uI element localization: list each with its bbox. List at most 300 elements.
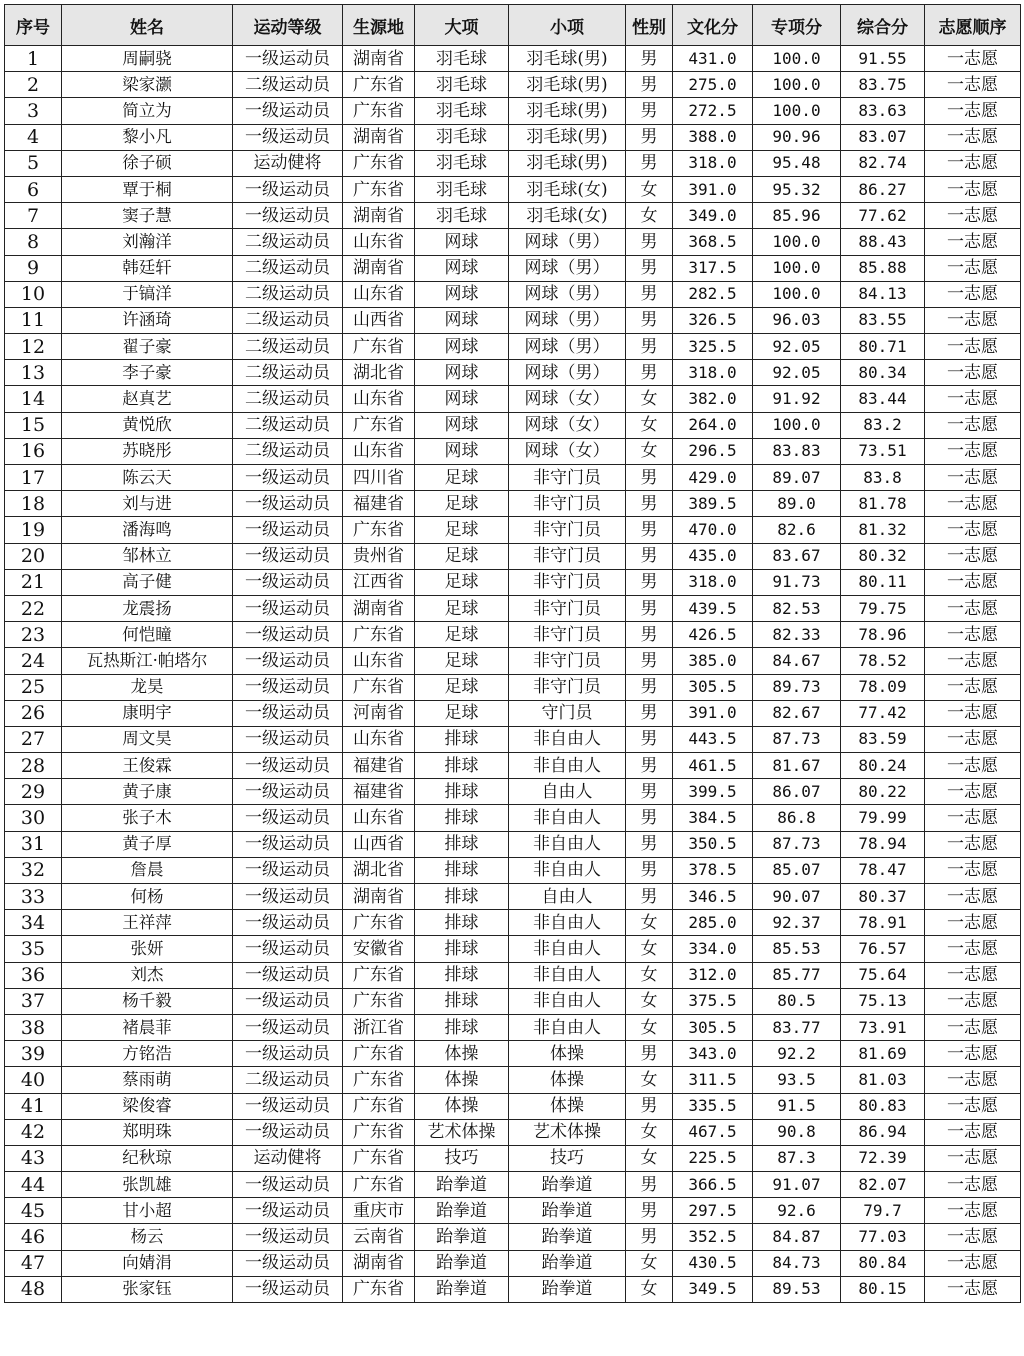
cell-index: 46 [5, 1224, 62, 1250]
table-row [5, 438, 1021, 464]
cell-special-score: 92.6 [753, 1198, 841, 1224]
cell-index: 41 [5, 1093, 62, 1119]
cell-index: 33 [5, 884, 62, 910]
table-row [5, 988, 1021, 1014]
cell-special-score: 91.92 [753, 386, 841, 412]
cell-total-score: 80.24 [841, 753, 925, 779]
cell-total-score: 75.13 [841, 988, 925, 1014]
cell-major-event: 排球 [415, 726, 509, 752]
cell-special-score: 87.73 [753, 726, 841, 752]
cell-sub-event: 体操 [509, 1041, 626, 1067]
cell-index: 39 [5, 1041, 62, 1067]
cell-special-score: 93.5 [753, 1067, 841, 1093]
cell-origin: 广东省 [343, 622, 415, 648]
cell-name: 于镐洋 [62, 281, 233, 307]
cell-sub-event: 网球（男） [509, 229, 626, 255]
cell-gender: 男 [626, 1224, 673, 1250]
cell-total-score: 83.63 [841, 98, 925, 124]
cell-special-score: 92.05 [753, 360, 841, 386]
cell-index: 47 [5, 1250, 62, 1276]
cell-sub-event: 非守门员 [509, 674, 626, 700]
cell-name: 苏晓彤 [62, 438, 233, 464]
cell-total-score: 83.8 [841, 465, 925, 491]
cell-major-event: 排球 [415, 805, 509, 831]
cell-origin: 山东省 [343, 805, 415, 831]
cell-name: 刘杰 [62, 962, 233, 988]
table-row [5, 1067, 1021, 1093]
table-row [5, 569, 1021, 595]
cell-special-score: 90.96 [753, 124, 841, 150]
cell-sub-event: 跆拳道 [509, 1276, 626, 1302]
cell-index: 38 [5, 1014, 62, 1040]
table-row [5, 491, 1021, 517]
cell-culture-score: 335.5 [673, 1093, 753, 1119]
cell-name: 潘海鸣 [62, 517, 233, 543]
cell-preference: 一志愿 [925, 910, 1021, 936]
cell-major-event: 羽毛球 [415, 150, 509, 176]
cell-sport-level: 一级运动员 [233, 595, 343, 621]
cell-preference: 一志愿 [925, 1145, 1021, 1171]
cell-sport-level: 一级运动员 [233, 726, 343, 752]
col-header-preference: 志愿顺序 [925, 5, 1021, 46]
cell-culture-score: 426.5 [673, 622, 753, 648]
cell-sub-event: 非守门员 [509, 569, 626, 595]
table-row [5, 1276, 1021, 1302]
cell-sport-level: 一级运动员 [233, 465, 343, 491]
cell-sport-level: 二级运动员 [233, 72, 343, 98]
cell-origin: 山西省 [343, 307, 415, 333]
cell-gender: 女 [626, 412, 673, 438]
cell-name: 窦子慧 [62, 203, 233, 229]
cell-origin: 重庆市 [343, 1198, 415, 1224]
cell-sport-level: 一级运动员 [233, 988, 343, 1014]
cell-gender: 女 [626, 438, 673, 464]
table-row [5, 1145, 1021, 1171]
cell-sport-level: 一级运动员 [233, 1119, 343, 1145]
cell-sub-event: 网球（男） [509, 360, 626, 386]
cell-major-event: 艺术体操 [415, 1119, 509, 1145]
cell-special-score: 100.0 [753, 72, 841, 98]
cell-special-score: 100.0 [753, 46, 841, 72]
cell-gender: 男 [626, 700, 673, 726]
cell-gender: 女 [626, 988, 673, 1014]
cell-major-event: 网球 [415, 255, 509, 281]
cell-sport-level: 二级运动员 [233, 386, 343, 412]
table-row [5, 831, 1021, 857]
cell-culture-score: 312.0 [673, 962, 753, 988]
cell-origin: 广东省 [343, 1093, 415, 1119]
cell-gender: 女 [626, 1276, 673, 1302]
cell-preference: 一志愿 [925, 753, 1021, 779]
cell-total-score: 83.75 [841, 72, 925, 98]
cell-sport-level: 二级运动员 [233, 360, 343, 386]
cell-sport-level: 一级运动员 [233, 491, 343, 517]
cell-special-score: 92.2 [753, 1041, 841, 1067]
col-header-name: 姓名 [62, 5, 233, 46]
cell-major-event: 足球 [415, 465, 509, 491]
cell-gender: 男 [626, 805, 673, 831]
cell-gender: 男 [626, 831, 673, 857]
cell-preference: 一志愿 [925, 98, 1021, 124]
cell-gender: 男 [626, 779, 673, 805]
col-header-gender: 性别 [626, 5, 673, 46]
cell-sub-event: 自由人 [509, 884, 626, 910]
cell-major-event: 跆拳道 [415, 1172, 509, 1198]
cell-culture-score: 429.0 [673, 465, 753, 491]
cell-preference: 一志愿 [925, 1014, 1021, 1040]
cell-special-score: 91.5 [753, 1093, 841, 1119]
cell-culture-score: 317.5 [673, 255, 753, 281]
cell-gender: 男 [626, 255, 673, 281]
cell-sport-level: 一级运动员 [233, 46, 343, 72]
table-row [5, 700, 1021, 726]
cell-index: 7 [5, 203, 62, 229]
cell-origin: 湖北省 [343, 857, 415, 883]
col-header-culture-score: 文化分 [673, 5, 753, 46]
cell-total-score: 77.62 [841, 203, 925, 229]
cell-total-score: 88.43 [841, 229, 925, 255]
cell-total-score: 78.94 [841, 831, 925, 857]
cell-sport-level: 一级运动员 [233, 517, 343, 543]
table-row [5, 255, 1021, 281]
cell-total-score: 80.11 [841, 569, 925, 595]
cell-sub-event: 非自由人 [509, 936, 626, 962]
cell-total-score: 72.39 [841, 1145, 925, 1171]
cell-name: 许涵琦 [62, 307, 233, 333]
cell-sport-level: 一级运动员 [233, 779, 343, 805]
cell-special-score: 82.6 [753, 517, 841, 543]
cell-sub-event: 体操 [509, 1067, 626, 1093]
cell-gender: 男 [626, 98, 673, 124]
table-row [5, 1014, 1021, 1040]
cell-origin: 福建省 [343, 753, 415, 779]
cell-origin: 湖南省 [343, 46, 415, 72]
cell-origin: 广东省 [343, 1145, 415, 1171]
cell-gender: 男 [626, 465, 673, 491]
cell-gender: 男 [626, 124, 673, 150]
table-body [5, 46, 1021, 1303]
cell-special-score: 89.73 [753, 674, 841, 700]
cell-origin: 广东省 [343, 1276, 415, 1302]
cell-origin: 山东省 [343, 229, 415, 255]
cell-preference: 一志愿 [925, 360, 1021, 386]
table-row [5, 1250, 1021, 1276]
cell-name: 方铭浩 [62, 1041, 233, 1067]
cell-major-event: 网球 [415, 386, 509, 412]
cell-gender: 男 [626, 1093, 673, 1119]
cell-culture-score: 439.5 [673, 595, 753, 621]
cell-index: 26 [5, 700, 62, 726]
cell-name: 杨千毅 [62, 988, 233, 1014]
cell-sub-event: 羽毛球(男) [509, 98, 626, 124]
cell-total-score: 78.47 [841, 857, 925, 883]
cell-major-event: 跆拳道 [415, 1224, 509, 1250]
cell-gender: 男 [626, 543, 673, 569]
cell-sub-event: 非自由人 [509, 857, 626, 883]
cell-sub-event: 跆拳道 [509, 1224, 626, 1250]
cell-preference: 一志愿 [925, 569, 1021, 595]
cell-index: 17 [5, 465, 62, 491]
cell-preference: 一志愿 [925, 988, 1021, 1014]
cell-major-event: 排球 [415, 962, 509, 988]
cell-gender: 女 [626, 176, 673, 202]
table-row [5, 805, 1021, 831]
cell-total-score: 82.07 [841, 1172, 925, 1198]
cell-sport-level: 一级运动员 [233, 543, 343, 569]
admission-list-table [4, 4, 1021, 1303]
cell-preference: 一志愿 [925, 72, 1021, 98]
cell-name: 邹林立 [62, 543, 233, 569]
cell-total-score: 83.44 [841, 386, 925, 412]
cell-major-event: 跆拳道 [415, 1198, 509, 1224]
cell-total-score: 80.83 [841, 1093, 925, 1119]
cell-total-score: 80.71 [841, 334, 925, 360]
cell-culture-score: 305.5 [673, 674, 753, 700]
cell-special-score: 86.07 [753, 779, 841, 805]
table-row [5, 1198, 1021, 1224]
table-row [5, 517, 1021, 543]
cell-special-score: 85.96 [753, 203, 841, 229]
cell-name: 何杨 [62, 884, 233, 910]
cell-special-score: 83.77 [753, 1014, 841, 1040]
cell-origin: 河南省 [343, 700, 415, 726]
cell-preference: 一志愿 [925, 1172, 1021, 1198]
cell-preference: 一志愿 [925, 543, 1021, 569]
cell-name: 黄子康 [62, 779, 233, 805]
cell-index: 5 [5, 150, 62, 176]
cell-name: 张妍 [62, 936, 233, 962]
cell-sport-level: 一级运动员 [233, 753, 343, 779]
table-row [5, 595, 1021, 621]
cell-preference: 一志愿 [925, 674, 1021, 700]
cell-sport-level: 一级运动员 [233, 1172, 343, 1198]
cell-preference: 一志愿 [925, 255, 1021, 281]
cell-major-event: 排球 [415, 910, 509, 936]
cell-culture-score: 318.0 [673, 360, 753, 386]
table-row [5, 857, 1021, 883]
cell-preference: 一志愿 [925, 307, 1021, 333]
cell-total-score: 84.13 [841, 281, 925, 307]
cell-sub-event: 守门员 [509, 700, 626, 726]
cell-major-event: 体操 [415, 1067, 509, 1093]
cell-gender: 男 [626, 1172, 673, 1198]
cell-special-score: 84.73 [753, 1250, 841, 1276]
cell-total-score: 83.55 [841, 307, 925, 333]
cell-total-score: 76.57 [841, 936, 925, 962]
cell-origin: 云南省 [343, 1224, 415, 1250]
cell-culture-score: 225.5 [673, 1145, 753, 1171]
cell-sport-level: 一级运动员 [233, 203, 343, 229]
cell-culture-score: 368.5 [673, 229, 753, 255]
cell-culture-score: 461.5 [673, 753, 753, 779]
cell-culture-score: 318.0 [673, 569, 753, 595]
cell-name: 向婧涓 [62, 1250, 233, 1276]
cell-preference: 一志愿 [925, 386, 1021, 412]
cell-origin: 四川省 [343, 465, 415, 491]
cell-sub-event: 非守门员 [509, 517, 626, 543]
cell-special-score: 92.37 [753, 910, 841, 936]
cell-sport-level: 二级运动员 [233, 281, 343, 307]
cell-index: 27 [5, 726, 62, 752]
cell-index: 3 [5, 98, 62, 124]
cell-sub-event: 非自由人 [509, 988, 626, 1014]
cell-special-score: 100.0 [753, 412, 841, 438]
cell-preference: 一志愿 [925, 1041, 1021, 1067]
table-row [5, 176, 1021, 202]
cell-preference: 一志愿 [925, 622, 1021, 648]
cell-sport-level: 二级运动员 [233, 255, 343, 281]
cell-culture-score: 346.5 [673, 884, 753, 910]
cell-culture-score: 384.5 [673, 805, 753, 831]
cell-index: 16 [5, 438, 62, 464]
cell-origin: 广东省 [343, 72, 415, 98]
cell-preference: 一志愿 [925, 203, 1021, 229]
cell-major-event: 排球 [415, 753, 509, 779]
cell-culture-score: 325.5 [673, 334, 753, 360]
cell-major-event: 排球 [415, 1014, 509, 1040]
col-header-origin: 生源地 [343, 5, 415, 46]
cell-origin: 广东省 [343, 1119, 415, 1145]
cell-name: 王祥萍 [62, 910, 233, 936]
cell-major-event: 网球 [415, 334, 509, 360]
cell-culture-score: 391.0 [673, 176, 753, 202]
cell-special-score: 85.77 [753, 962, 841, 988]
cell-preference: 一志愿 [925, 1250, 1021, 1276]
cell-major-event: 网球 [415, 229, 509, 255]
cell-preference: 一志愿 [925, 124, 1021, 150]
cell-special-score: 100.0 [753, 281, 841, 307]
cell-name: 翟子豪 [62, 334, 233, 360]
header-row [5, 5, 1021, 46]
table-row [5, 936, 1021, 962]
cell-special-score: 87.73 [753, 831, 841, 857]
cell-major-event: 羽毛球 [415, 72, 509, 98]
cell-culture-score: 282.5 [673, 281, 753, 307]
cell-sub-event: 跆拳道 [509, 1172, 626, 1198]
cell-origin: 湖南省 [343, 595, 415, 621]
cell-sport-level: 一级运动员 [233, 1224, 343, 1250]
cell-sub-event: 非守门员 [509, 648, 626, 674]
table-row [5, 962, 1021, 988]
cell-gender: 男 [626, 726, 673, 752]
cell-culture-score: 431.0 [673, 46, 753, 72]
cell-special-score: 90.07 [753, 884, 841, 910]
cell-total-score: 75.64 [841, 962, 925, 988]
cell-sub-event: 羽毛球(男) [509, 72, 626, 98]
table-row [5, 648, 1021, 674]
cell-culture-score: 343.0 [673, 1041, 753, 1067]
cell-sport-level: 一级运动员 [233, 176, 343, 202]
cell-index: 37 [5, 988, 62, 1014]
cell-index: 48 [5, 1276, 62, 1302]
cell-name: 韩廷轩 [62, 255, 233, 281]
cell-sub-event: 非自由人 [509, 1014, 626, 1040]
cell-special-score: 84.87 [753, 1224, 841, 1250]
cell-sport-level: 一级运动员 [233, 962, 343, 988]
cell-sport-level: 一级运动员 [233, 805, 343, 831]
table-row [5, 307, 1021, 333]
cell-total-score: 83.2 [841, 412, 925, 438]
cell-preference: 一志愿 [925, 281, 1021, 307]
cell-sport-level: 二级运动员 [233, 307, 343, 333]
table-row [5, 124, 1021, 150]
cell-special-score: 81.67 [753, 753, 841, 779]
cell-sub-event: 非自由人 [509, 831, 626, 857]
cell-total-score: 73.91 [841, 1014, 925, 1040]
cell-sport-level: 二级运动员 [233, 412, 343, 438]
cell-preference: 一志愿 [925, 229, 1021, 255]
cell-sport-level: 二级运动员 [233, 438, 343, 464]
cell-sport-level: 二级运动员 [233, 334, 343, 360]
cell-culture-score: 318.0 [673, 150, 753, 176]
cell-origin: 安徽省 [343, 936, 415, 962]
cell-gender: 男 [626, 334, 673, 360]
cell-major-event: 网球 [415, 281, 509, 307]
table-row [5, 334, 1021, 360]
cell-origin: 湖南省 [343, 124, 415, 150]
cell-origin: 广东省 [343, 412, 415, 438]
cell-culture-score: 385.0 [673, 648, 753, 674]
cell-name: 何恺瞳 [62, 622, 233, 648]
cell-sub-event: 网球（女） [509, 386, 626, 412]
cell-culture-score: 435.0 [673, 543, 753, 569]
cell-total-score: 78.91 [841, 910, 925, 936]
table-row [5, 46, 1021, 72]
cell-index: 9 [5, 255, 62, 281]
col-header-special-score: 专项分 [753, 5, 841, 46]
cell-origin: 山东省 [343, 438, 415, 464]
cell-gender: 男 [626, 517, 673, 543]
cell-total-score: 78.96 [841, 622, 925, 648]
table-row [5, 72, 1021, 98]
cell-major-event: 足球 [415, 517, 509, 543]
table-row [5, 1224, 1021, 1250]
cell-sport-level: 一级运动员 [233, 622, 343, 648]
cell-index: 34 [5, 910, 62, 936]
cell-special-score: 82.67 [753, 700, 841, 726]
cell-index: 11 [5, 307, 62, 333]
cell-sub-event: 非守门员 [509, 465, 626, 491]
cell-gender: 男 [626, 491, 673, 517]
cell-gender: 女 [626, 962, 673, 988]
cell-culture-score: 382.0 [673, 386, 753, 412]
cell-sub-event: 非自由人 [509, 805, 626, 831]
cell-name: 甘小超 [62, 1198, 233, 1224]
cell-culture-score: 296.5 [673, 438, 753, 464]
cell-origin: 贵州省 [343, 543, 415, 569]
cell-total-score: 83.07 [841, 124, 925, 150]
cell-origin: 山东省 [343, 648, 415, 674]
cell-gender: 女 [626, 1067, 673, 1093]
cell-sub-event: 羽毛球(男) [509, 46, 626, 72]
cell-index: 8 [5, 229, 62, 255]
cell-gender: 女 [626, 203, 673, 229]
cell-sport-level: 一级运动员 [233, 674, 343, 700]
cell-gender: 女 [626, 386, 673, 412]
cell-special-score: 90.8 [753, 1119, 841, 1145]
cell-gender: 男 [626, 595, 673, 621]
cell-origin: 广东省 [343, 674, 415, 700]
cell-special-score: 95.48 [753, 150, 841, 176]
cell-total-score: 78.09 [841, 674, 925, 700]
cell-index: 29 [5, 779, 62, 805]
cell-gender: 女 [626, 1014, 673, 1040]
cell-culture-score: 467.5 [673, 1119, 753, 1145]
cell-gender: 男 [626, 857, 673, 883]
cell-preference: 一志愿 [925, 779, 1021, 805]
cell-major-event: 羽毛球 [415, 124, 509, 150]
cell-culture-score: 349.5 [673, 1276, 753, 1302]
